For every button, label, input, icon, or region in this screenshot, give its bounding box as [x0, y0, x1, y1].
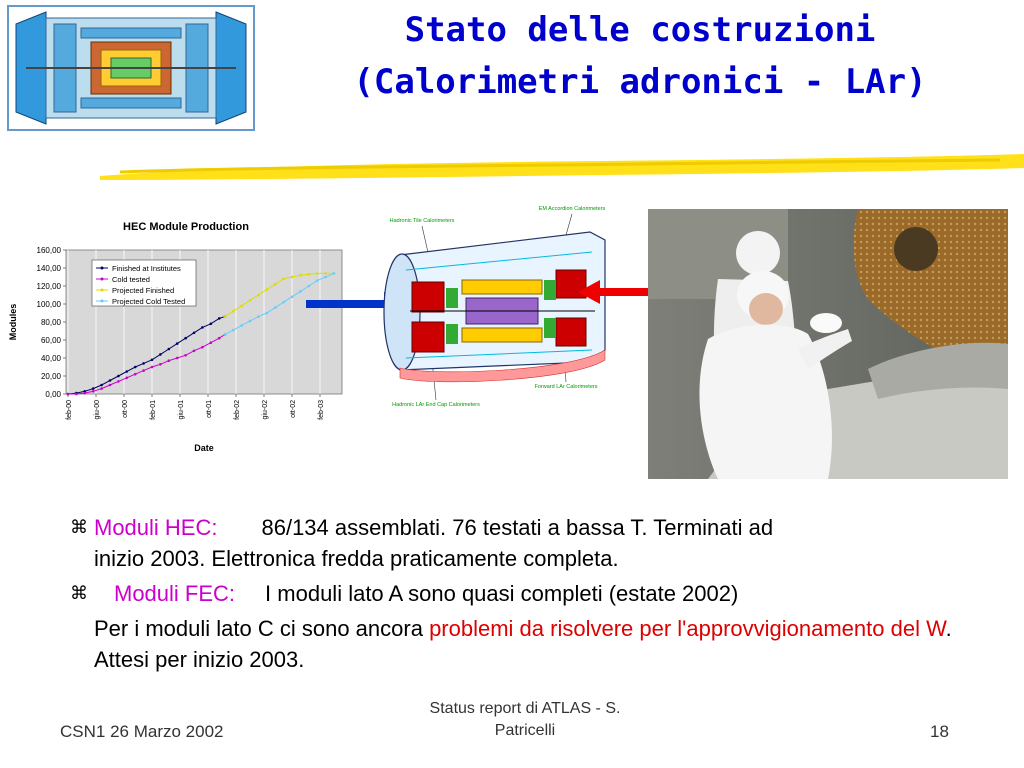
x-tick-label: ott-02 — [290, 400, 297, 418]
data-point — [134, 373, 137, 376]
fec-para-start: Per i moduli lato C ci sono ancora — [94, 616, 430, 641]
data-point — [184, 354, 187, 357]
data-point — [134, 366, 137, 369]
data-point — [249, 320, 252, 323]
fec-para-end: . Attesi per inizio 2003. — [94, 616, 952, 672]
y-tick-label: 100,00 — [36, 300, 61, 309]
data-point — [193, 332, 196, 335]
legend-label: Cold tested — [112, 275, 150, 284]
bullet-icon: ⌘ — [70, 583, 88, 604]
data-point — [282, 301, 285, 304]
data-point — [126, 377, 129, 380]
bullet-fec — [70, 578, 970, 609]
data-point — [126, 370, 129, 373]
data-point — [218, 317, 221, 320]
data-point — [316, 279, 319, 282]
data-point — [282, 278, 285, 281]
data-point — [257, 315, 260, 318]
bullet-icon: ⌘ — [70, 517, 88, 538]
footer-left: CSN1 26 Marzo 2002 — [60, 722, 224, 741]
label-forward-calorimeters: Forward LAr Calorimeters — [534, 384, 598, 390]
y-tick-label: 140,00 — [36, 264, 61, 273]
y-tick-label: 160,00 — [36, 246, 61, 255]
data-point — [257, 294, 260, 297]
data-point — [316, 272, 319, 275]
data-point — [324, 272, 327, 275]
data-point — [210, 323, 213, 326]
data-point — [168, 348, 171, 351]
title-underline-brush — [100, 146, 1024, 186]
data-point — [299, 274, 302, 277]
data-point — [168, 359, 171, 362]
calorimeter-diagram — [370, 200, 620, 420]
data-point — [109, 384, 112, 387]
data-point — [201, 346, 204, 349]
data-point — [299, 290, 302, 293]
data-point — [308, 273, 311, 276]
data-point — [100, 384, 103, 387]
y-tick-label: 0,00 — [45, 390, 61, 399]
legend-marker — [101, 300, 104, 303]
y-tick-label: 60,00 — [40, 336, 61, 345]
footer-center — [370, 698, 680, 742]
data-point — [151, 366, 154, 369]
data-point — [100, 387, 103, 390]
data-point — [142, 369, 145, 372]
label-tile-calorimeters: Hadronic Tile Calorimeters — [389, 218, 455, 224]
x-tick-label: feb-01 — [150, 400, 157, 420]
hec-label: Moduli HEC: — [94, 515, 218, 540]
data-point — [224, 333, 227, 336]
data-point — [240, 324, 243, 327]
data-point — [176, 342, 179, 345]
data-point — [232, 310, 235, 313]
y-tick-label: 120,00 — [36, 282, 61, 291]
data-point — [92, 390, 95, 393]
data-point — [249, 299, 252, 302]
footer-center-line2: Patricelli — [494, 722, 556, 739]
title-line1: Stato delle costruzioni — [404, 10, 876, 50]
data-point — [324, 276, 327, 279]
page-number: 18 — [930, 722, 949, 741]
legend-label: Projected Cold Tested — [112, 297, 186, 306]
hec-production-chart — [6, 212, 346, 462]
data-point — [266, 288, 269, 291]
data-point — [75, 393, 78, 396]
legend-marker — [101, 278, 104, 281]
fec-paragraph — [70, 613, 970, 675]
label-hec-calorimeters: Hadronic LAr End Cap Calorimeters — [392, 402, 480, 408]
x-tick-label: feb-00 — [66, 400, 73, 420]
data-point — [117, 375, 120, 378]
legend-marker — [101, 267, 104, 270]
hec-text: 86/134 assemblati. 76 testati a bassa T. Terminati ad — [261, 515, 774, 540]
legend-label: Projected Finished — [112, 286, 175, 295]
chart-title: HEC Module Production — [123, 221, 249, 233]
x-tick-label: ott-01 — [206, 400, 213, 418]
fec-text: I moduli lato A sono quasi completi (estate 2002) — [265, 581, 739, 606]
data-point — [240, 305, 243, 308]
data-point — [232, 329, 235, 332]
chart-legend — [92, 260, 196, 306]
x-tick-label: giu-01 — [178, 400, 185, 420]
atlas-detector-logo — [6, 4, 256, 132]
data-point — [159, 353, 162, 356]
x-tick-label: feb-02 — [234, 400, 241, 420]
x-tick-label: giu-00 — [94, 400, 101, 420]
data-point — [109, 379, 112, 382]
title-line2: (Calorimetri adronici - LAr) — [353, 62, 927, 102]
data-point — [184, 337, 187, 340]
data-point — [308, 285, 311, 288]
y-tick-label: 80,00 — [40, 318, 61, 327]
data-point — [201, 326, 204, 329]
data-point — [333, 272, 336, 275]
data-point — [266, 312, 269, 315]
hec-text2: inizio 2003. Elettronica fredda praticamente completa. — [94, 546, 619, 571]
slide-title — [280, 4, 1000, 108]
data-point — [142, 362, 145, 365]
footer-center-line1: Status report di ATLAS - S. — [429, 700, 621, 717]
y-tick-label: 40,00 — [40, 354, 61, 363]
y-tick-label: 20,00 — [40, 372, 61, 381]
data-point — [291, 276, 294, 279]
legend-label: Finished at Institutes — [112, 264, 181, 273]
data-point — [224, 315, 227, 318]
fec-label: Moduli FEC: — [114, 581, 236, 606]
legend-marker — [101, 289, 104, 292]
x-tick-label: feb-03 — [318, 400, 325, 420]
data-point — [92, 387, 95, 390]
data-point — [274, 306, 277, 309]
data-point — [193, 350, 196, 353]
bullet-hec — [70, 512, 970, 574]
data-point — [218, 337, 221, 340]
label-em-calorimeters: EM Accordion Calorimeters — [538, 206, 606, 212]
fec-para-red: problemi da risolvere per l'approvvigionamento del W — [429, 616, 946, 641]
x-tick-label: giu-02 — [262, 400, 269, 420]
y-axis-label: Modules — [8, 303, 18, 341]
data-point — [274, 283, 277, 286]
x-tick-label: ott-00 — [122, 400, 129, 418]
data-point — [176, 357, 179, 360]
data-point — [291, 296, 294, 299]
data-point — [67, 393, 70, 396]
data-point — [84, 392, 87, 395]
data-point — [159, 363, 162, 366]
data-point — [117, 380, 120, 383]
x-axis-label: Date — [194, 443, 214, 453]
data-point — [210, 341, 213, 344]
data-point — [151, 359, 154, 362]
body-text — [70, 512, 970, 675]
lab-photo — [648, 209, 1008, 479]
